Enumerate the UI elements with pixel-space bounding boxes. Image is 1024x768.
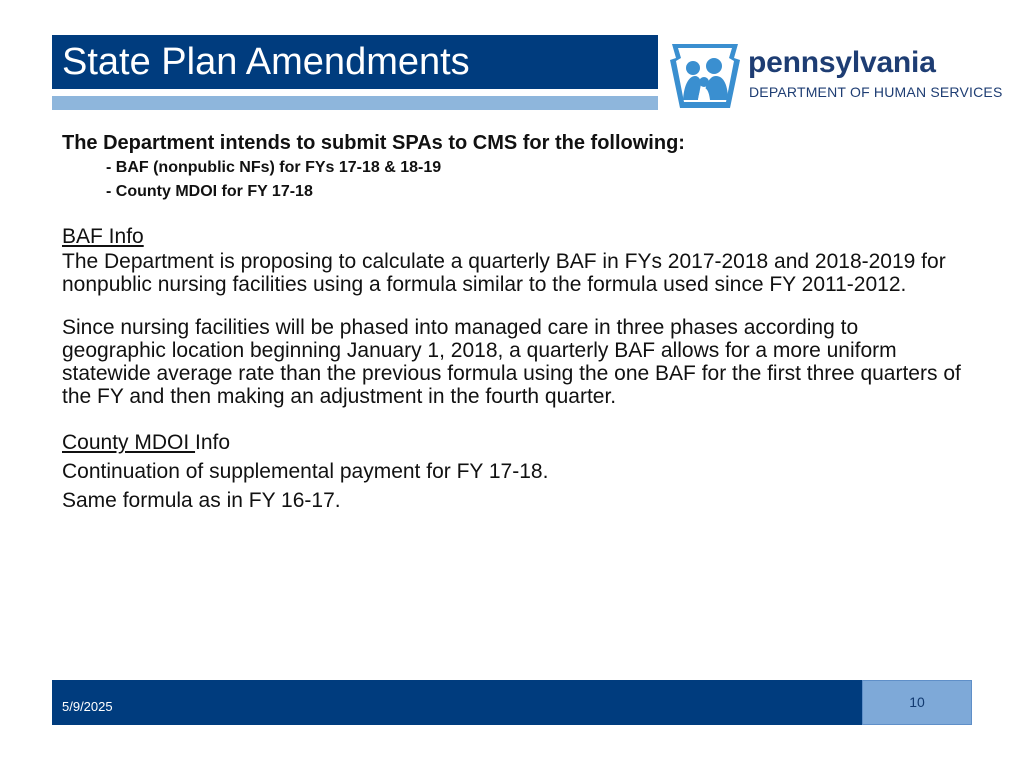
mdoi-heading-rest: Info	[195, 431, 231, 454]
baf-paragraph-1: The Department is proposing to calculate a quarterly BAF in FYs 2017-2018 and 2018-2019 for nonpublic nursing facilities using a formula similar to the formula used since FY 2011-2012.	[62, 250, 946, 296]
title-divider	[52, 89, 658, 94]
intro-list-item: - County MDOI for FY 17-18	[106, 183, 313, 200]
slide-title: State Plan Amendments	[62, 41, 470, 83]
intro-text: The Department intends to submit SPAs to CMS for the following:	[62, 132, 685, 154]
title-accent-bar	[52, 96, 658, 110]
baf-paragraph-2: Since nursing facilities will be phased into managed care in three phases according to geographic location beginning January 1, 2018, a quarterly BAF allows for a more uniform statewide average rate than the previous formula using the one BAF for the first three quarters of the FY and then making an adjustment in the fourth quarter.	[62, 316, 961, 408]
logo-department-name: DEPARTMENT OF HUMAN SERVICES	[749, 84, 1003, 100]
baf-info-heading: BAF Info	[62, 225, 144, 248]
dhs-logo	[668, 38, 1008, 110]
mdoi-info-heading	[62, 428, 962, 457]
mdoi-heading-underlined: County MDOI	[62, 431, 196, 454]
slide-title-bar	[52, 35, 658, 89]
slide-body	[62, 130, 962, 515]
page-number: 10	[909, 694, 925, 710]
intro-list-item: - BAF (nonpublic NFs) for FYs 17-18 & 18-19	[106, 159, 442, 176]
logo-state-name: pennsylvania	[748, 46, 936, 79]
mdoi-line: Continuation of supplemental payment for FY 17-18.	[62, 460, 549, 483]
keystone-family-icon	[668, 38, 742, 110]
mdoi-line: Same formula as in FY 16-17.	[62, 489, 341, 512]
footer-date: 5/9/2025	[62, 699, 113, 714]
footer-bar	[52, 680, 862, 725]
